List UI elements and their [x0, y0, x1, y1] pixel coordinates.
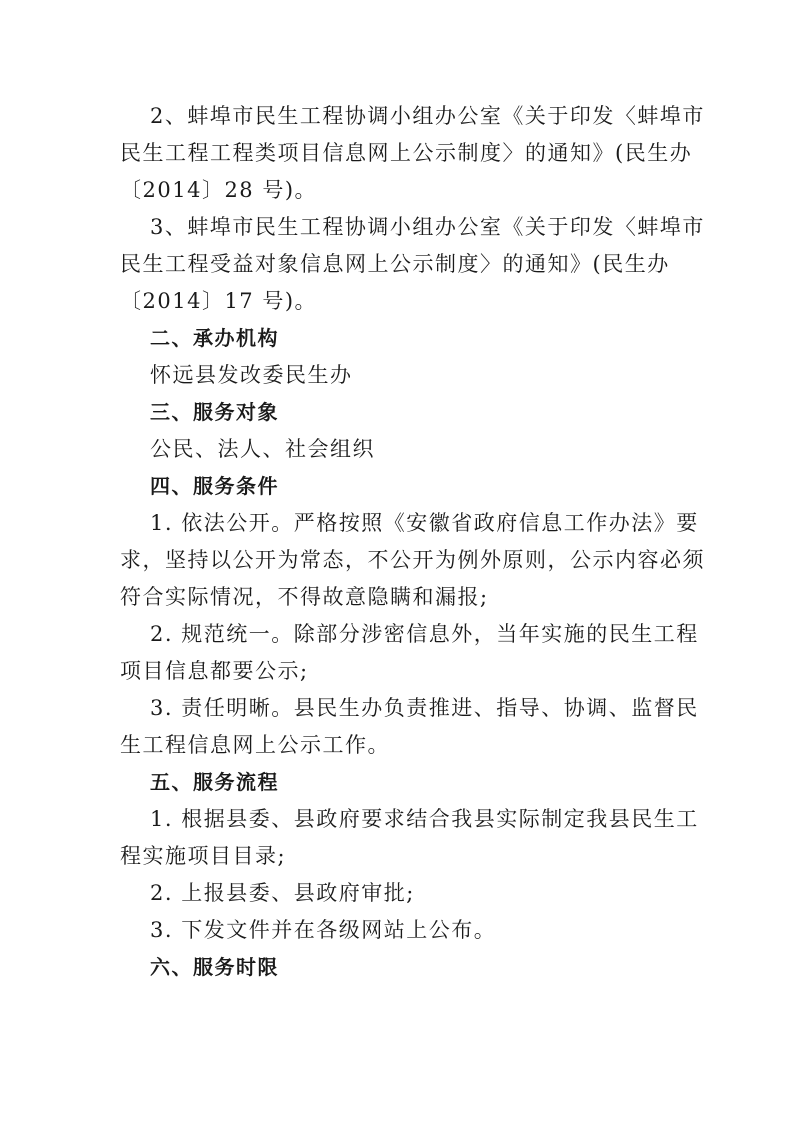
doc-line: 项目信息都要公示;: [120, 659, 309, 683]
doc-line: 公民、法人、社会组织: [150, 437, 375, 461]
doc-line: 3. 责任明晰。县民生办负责推进、指导、协调、监督民: [150, 696, 699, 720]
doc-line: 怀远县发改委民生办: [150, 363, 353, 387]
doc-line: 3. 下发文件并在各级网站上公布。: [150, 918, 497, 942]
section-heading-process: 五、服务流程: [150, 770, 279, 794]
section-heading-time-limit: 六、服务时限: [150, 955, 279, 979]
doc-line: 民生工程工程类项目信息网上公示制度〉的通知》(民生办: [120, 141, 693, 165]
doc-line: 1. 依法公开。严格按照《安徽省政府信息工作办法》要: [150, 511, 699, 535]
doc-line: 2. 规范统一。除部分涉密信息外，当年实施的民生工程: [150, 622, 699, 646]
section-heading-conditions: 四、服务条件: [150, 474, 279, 498]
doc-line: 符合实际情况，不得故意隐瞒和漏报;: [120, 585, 489, 609]
doc-line: 〔2014〕28 号)。: [120, 178, 318, 202]
section-heading-agency: 二、承办机构: [150, 326, 279, 350]
doc-line: 1. 根据县委、县政府要求结合我县实际制定我县民生工: [150, 807, 699, 831]
doc-line: 2. 上报县委、县政府审批;: [150, 881, 415, 905]
doc-line: 民生工程受益对象信息网上公示制度〉的通知》(民生办: [120, 252, 670, 276]
document-body: [120, 98, 705, 986]
doc-line: 3、蚌埠市民生工程协调小组办公室《关于印发〈蚌埠市: [150, 215, 705, 239]
doc-line: 〔2014〕17 号)。: [120, 289, 318, 313]
doc-line: 生工程信息网上公示工作。: [120, 733, 390, 757]
doc-line: 求，坚持以公开为常态，不公开为例外原则，公示内容必须: [120, 548, 705, 572]
doc-line: 2、蚌埠市民生工程协调小组办公室《关于印发〈蚌埠市: [150, 104, 705, 128]
section-heading-recipients: 三、服务对象: [150, 400, 279, 424]
doc-line: 程实施项目目录;: [120, 844, 287, 868]
